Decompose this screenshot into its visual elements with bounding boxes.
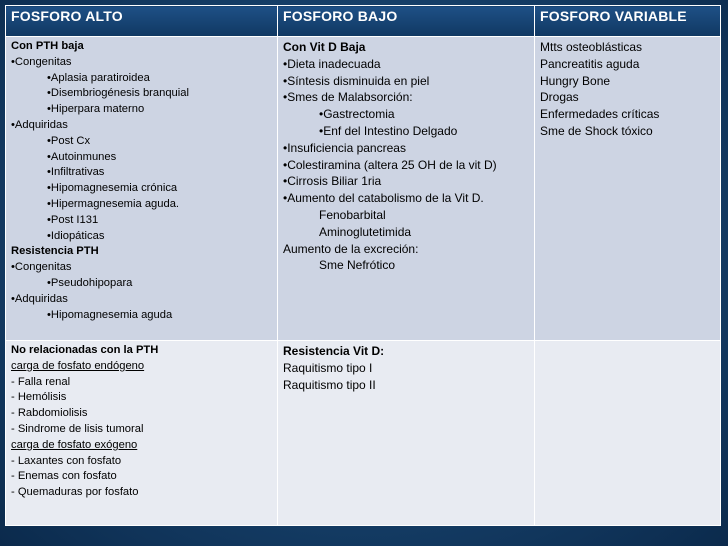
cell-line: • Congenitas bbox=[11, 260, 272, 276]
header-fosforo-bajo: FOSFORO BAJO bbox=[278, 6, 535, 37]
cell-line: • Post I131 bbox=[11, 213, 272, 229]
cell-line: • Gastrectomia bbox=[283, 106, 529, 123]
cell-line: Sme de Shock tóxico bbox=[540, 123, 653, 138]
cell-line: - Falla renal bbox=[11, 375, 71, 388]
cell-line: No relacionadas con la PTH bbox=[11, 344, 159, 356]
cell-line: Resistencia PTH bbox=[11, 245, 99, 258]
cell-line: Drogas bbox=[540, 90, 579, 105]
cell-line: Aumento de la excreción: bbox=[283, 241, 419, 256]
cell-line: Con Vit D Baja bbox=[283, 40, 366, 54]
cell-line: • Smes de Malabsorción: bbox=[283, 89, 529, 106]
cell-alto-top bbox=[6, 37, 278, 341]
cell-line: Sme Nefrótico bbox=[319, 258, 396, 273]
cell-alto-bottom bbox=[6, 341, 278, 526]
header-fosforo-variable: FOSFORO VARIABLE bbox=[535, 6, 721, 37]
cell-line: - Sindrome de lisis tumoral bbox=[11, 422, 144, 435]
cell-line: - Quemaduras por fosfato bbox=[11, 486, 139, 499]
cell-line: • Síntesis disminuida en piel bbox=[283, 73, 529, 90]
cell-line: • Autoinmunes bbox=[11, 150, 272, 166]
cell-line: Resistencia Vit D: bbox=[283, 344, 385, 358]
cell-bajo-bottom bbox=[278, 341, 535, 526]
cell-line: • Adquiridas bbox=[11, 292, 272, 308]
header-fosforo-alto: FOSFORO ALTO bbox=[6, 6, 278, 37]
cell-line: • Hipomagnesemia aguda bbox=[11, 308, 272, 324]
cell-line: carga de fosfato endógeno bbox=[11, 359, 145, 372]
cell-line: • Hipermagnesemia aguda. bbox=[11, 197, 272, 213]
cell-line: Raquitismo tipo I bbox=[283, 360, 373, 375]
cell-line: • Insuficiencia pancreas bbox=[283, 140, 529, 157]
cell-line: • Aumento del catabolismo de la Vit D. bbox=[283, 190, 529, 207]
cell-line: - Rabdomiolisis bbox=[11, 407, 88, 420]
cell-line: - Laxantes con fosfato bbox=[11, 454, 122, 467]
cell-line: • Idiopáticas bbox=[11, 229, 272, 245]
cell-bajo-top bbox=[278, 37, 535, 341]
cell-variable-bottom bbox=[535, 341, 721, 526]
cell-line: Hungry Bone bbox=[540, 73, 611, 88]
cell-line: • Colestiramina (altera 25 OH de la vit D) bbox=[283, 157, 529, 174]
cell-line: • Cirrosis Biliar 1ria bbox=[283, 173, 529, 190]
cell-line: • Dieta inadecuada bbox=[283, 56, 529, 73]
cell-line: Pancreatitis aguda bbox=[540, 56, 640, 71]
cell-line: • Adquiridas bbox=[11, 118, 272, 134]
cell-line: carga de fosfato exógeno bbox=[11, 438, 138, 451]
cell-line: Mtts osteoblásticas bbox=[540, 40, 643, 54]
phosphorus-table bbox=[5, 5, 721, 526]
cell-line: • Post Cx bbox=[11, 134, 272, 150]
cell-line: • Disembriogénesis branquial bbox=[11, 86, 272, 102]
cell-line: • Hipomagnesemia crónica bbox=[11, 181, 272, 197]
cell-line: • Congenitas bbox=[11, 55, 272, 71]
cell-line: • Infiltrativas bbox=[11, 165, 272, 181]
cell-line: - Enemas con fosfato bbox=[11, 470, 117, 483]
cell-line: • Aplasia paratiroidea bbox=[11, 71, 272, 87]
cell-line: Aminoglutetimida bbox=[319, 224, 412, 239]
cell-variable-top bbox=[535, 37, 721, 341]
cell-line: • Pseudohipopara bbox=[11, 276, 272, 292]
cell-line: - Hemólisis bbox=[11, 391, 67, 404]
cell-line: • Enf del Intestino Delgado bbox=[283, 123, 529, 140]
cell-line: Enfermedades críticas bbox=[540, 107, 660, 122]
cell-line: • Hiperpara materno bbox=[11, 102, 272, 118]
cell-line: Fenobarbital bbox=[319, 207, 386, 222]
cell-line: Raquitismo tipo II bbox=[283, 377, 376, 392]
cell-line: Con PTH baja bbox=[11, 40, 84, 52]
